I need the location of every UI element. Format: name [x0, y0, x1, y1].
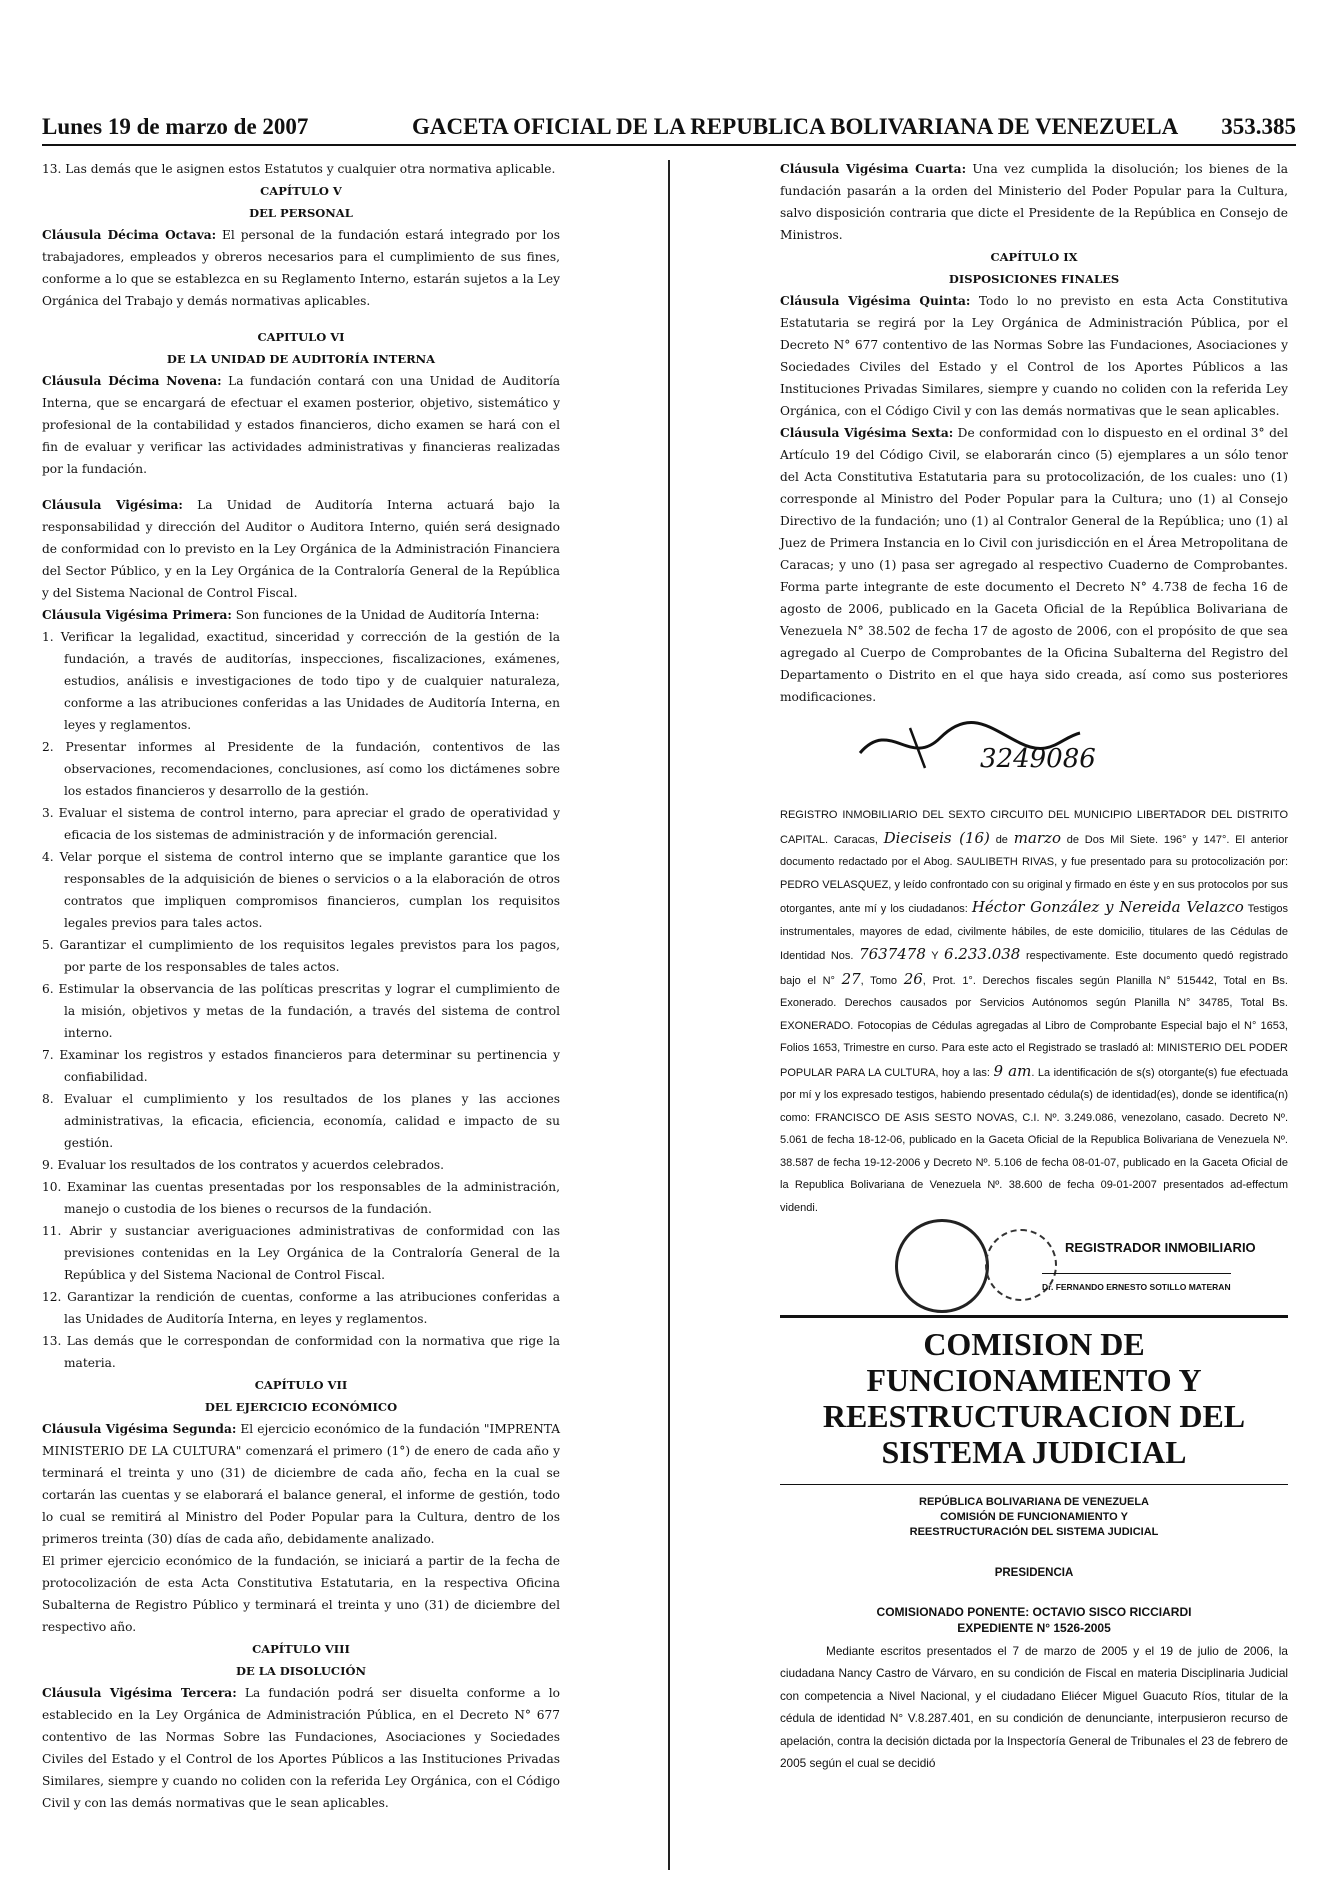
handwritten-ci-2: 6.233.038: [944, 945, 1021, 963]
handwritten-day: Dieciseis (16): [883, 828, 990, 847]
list-item: 6. Estimular la observancia de las políticas prescritas y lograr el cumplimiento de la misión, objetivos y metas de la fundación, a través del sistema de control interno.: [42, 982, 560, 1040]
ponente-heading: COMISIONADO PONENTE: OCTAVIO SISCO RICCIARDI EXPEDIENTE N° 1526-2005: [876, 1605, 1192, 1635]
right-column: [780, 158, 1288, 1878]
list-item: 13. Las demás que le correspondan de conformidad con la normativa que rige la materia.: [42, 1334, 560, 1370]
list-item: 7. Examinar los registros y estados financieros para determinar su pertinencia y confiabilidad.: [42, 1048, 560, 1084]
list-item: 5. Garantizar el cumplimiento de los requisitos legales previstos para los pagos, por parte de los responsables de tales actos.: [42, 938, 560, 974]
list-item: 11. Abrir y sustanciar averiguaciones administrativas de conformidad con las previsiones contenidas en la Ley Orgánica de la Contraloría General de la República y del Sistema Nacional de Control Fiscal.: [42, 1224, 560, 1282]
list-item: 9. Evaluar los resultados de los contratos y acuerdos celebrados.: [42, 1158, 445, 1172]
handwritten-month: marzo: [1013, 828, 1061, 847]
registrar-stamp: [780, 1219, 1288, 1297]
chapter-vi-heading: CAPITULO VI: [257, 330, 345, 344]
chapter-ix-heading: CAPÍTULO IX: [990, 250, 1078, 264]
list-item: 1. Verificar la legalidad, exactitud, sinceridad y corrección de la gestión de la fundación, a través de auditorías, inspecciones, fiscalizaciones, exámenes, estudios, análisis e investigaciones de todo tipo y de cualquier naturaleza, conforme a las atribuciones conferidas a las Unidades de Auditoría Interna, en leyes y reglamentos.: [42, 630, 560, 732]
resolution-paragraph: Mediante escritos presentados el 7 de marzo de 2005 y el 19 de julio de 2006, la ciudadana Nancy Castro de Várvaro, en su condición de Fiscal en materia Disciplinaria Judicial con competencia a Nivel Nacional, y el ciudadano Eliécer Miguel Guacuto Ríos, titular de la cédula de identidad N° V.8.287.401, en su condición de denunciante, interpusieron recurso de apelación, contra la decisión dictada por la Inspectoría General de Tribunales el 23 de febrero de 2005 según el cual se decidió: [780, 1644, 1288, 1771]
clause-24: Cláusula Vigésima Cuarta: Una vez cumplida la disolución; los bienes de la fundación pasarán a la orden del Ministerio del Poder Popular para la Cultura, salvo disposición contraria que dicte el Presidente de la República en Consejo de Ministros.: [780, 162, 1288, 242]
clause-22-paragraph-2: El primer ejercicio económico de la fundación, se iniciará a partir de la fecha de protocolización de esta Acta Constitutiva Estatutaria, en la respectiva Oficina Subalterna de Registro Público y terminará el treinta y uno (31) de diciembre del respectivo año.: [42, 1554, 560, 1634]
header-title: GACETA OFICIAL DE LA REPUBLICA BOLIVARIANA DE VENEZUELA: [412, 114, 1179, 139]
section-subheading: REPÚBLICA BOLIVARIANA DE VENEZUELA COMISIÓN DE FUNCIONAMIENTO Y REESTRUCTURACIÓN DEL SISTEMA JUDICIAL: [780, 1484, 1288, 1540]
handwritten-tomo: 26: [903, 969, 923, 988]
registrar-label: REGISTRADOR INMOBILIARIO: [1065, 1240, 1256, 1255]
list-item: 12. Garantizar la rendición de cuentas, conforme a las atribuciones conferidas a las Unidades de Auditoría Interna, en leyes y reglamentos.: [42, 1290, 560, 1326]
chapter-v-title: DEL PERSONAL: [249, 206, 353, 220]
handwritten-time: 9 am: [993, 1061, 1032, 1080]
list-item: 8. Evaluar el cumplimiento y los resultados de los planes y las acciones administrativas, la eficacia, eficiencia, economía, calidad e impacto de su gestión.: [42, 1092, 560, 1150]
clause-18: Cláusula Décima Octava: El personal de la fundación estará integrado por los trabajadores, empleados y obreros necesarios para el cumplimiento de sus fines, conforme a lo que se establezca en su Reglamento Interno, estarán sujetos a la Ley Orgánica del Trabajo y demás normativas aplicables.: [42, 228, 560, 308]
list-item: 3. Evaluar el sistema de control interno, para apreciar el grado de operatividad y eficacia de los sistemas de administración y de información gerencial.: [42, 806, 560, 842]
clause-20: Cláusula Vigésima: La Unidad de Auditoría Interna actuará bajo la responsabilidad y dirección del Auditor o Auditora Interno, quién será designado de conformidad con lo previsto en la Ley Orgánica de la Administración Financiera del Sector Público, y en la Ley Orgánica de la Contraloría General de la República y del Sistema Nacional de Control Fiscal.: [42, 498, 560, 600]
chapter-viii-heading: CAPÍTULO VIII: [252, 1642, 350, 1656]
column-divider: [668, 160, 670, 1870]
header-page-number: 353.385: [1221, 114, 1296, 139]
clause-25: Cláusula Vigésima Quinta: Todo lo no previsto en esta Acta Constitutiva Estatutaria se regirá por la Ley Orgánica de Administración Pública, por el Decreto N° 677 contentivo de las Normas Sobre las Fundaciones, Asociaciones y Sociedades Civiles del Estado y el Control de los Aportes Públicos a las Instituciones Privadas Similares, siempre y cuando no coliden con la referida Ley Orgánica, con el Código Civil y con las demás normativas que le sean aplicables.: [780, 294, 1288, 418]
list-item: 2. Presentar informes al Presidente de la fundación, contentivos de las observaciones, recomendaciones, conclusiones, así como los dictámenes sobre los estados financieros y desarrollo de la gestión.: [42, 740, 560, 798]
handwritten-signature: [780, 708, 1288, 804]
handwritten-witnesses: Héctor González y Nereida Velazco: [971, 898, 1244, 916]
list-item: 10. Examinar las cuentas presentadas por los responsables de la administración, manejo o custodia de los bienes o recursos de la fundación.: [42, 1180, 560, 1216]
chapter-vi-title: DE LA UNIDAD DE AUDITORÍA INTERNA: [166, 352, 436, 366]
clause-19: Cláusula Décima Novena: La fundación contará con una Unidad de Auditoría Interna, que se encargará de efectuar el examen posterior, objetivo, sistemático y profesional de la contabilidad y estados financieros, dicho examen se hará con el fin de evaluar y verificar las actividades administrativas y financieras realizadas por la fundación.: [42, 374, 561, 476]
clause-23: Cláusula Vigésima Tercera: La fundación podrá ser disuelta conforme a lo establecido en la Ley Orgánica de Administración Pública, en el Decreto N° 677 contentivo de las Normas Sobre las Fundaciones, Asociaciones y Sociedades Civiles del Estado y el Control de los Aportes Públicos a las Instituciones Privadas Similares, siempre y cuando no coliden con la referida Ley Orgánica, con el Código Civil y con las demás normativas que le sean aplicables.: [42, 1686, 561, 1810]
presidencia-heading: PRESIDENCIA: [994, 1567, 1074, 1579]
registry-note: REGISTRO INMOBILIARIO DEL SEXTO CIRCUITO DEL MUNICIPIO LIBERTADOR DEL DISTRITO CAPITAL. Caracas, Dieciseis (16) de marzo de Dos Mil Siete. 196° y 147°. El anterior documento redactado por el Abog. SAULIBETH RIVAS, y fue presentado para su protocolización por: PEDRO VELASQUEZ, y leído confrontado con su original y firmado en éste y en sus protocolos por sus otorgantes, ante mí y los ciudadanos: Héctor González y Nereida Velazco Testigos instrumentales, mayores de edad, civilmente hábiles, de este domicilio, titulares de las Cédulas de Identidad Nos. 7637478 Y 6.233.038 respectivamente. Este documento quedó registrado bajo el N° 27, Tomo 26, Prot. 1°. Derechos fiscales según Planilla N° 515442, Total en Bs. Exonerado. Derechos causados por Servicios Autónomos según Planilla N° 34785, Total Bs. EXONERADO. Fotocopias de Cédulas agregadas al Libro de Comprobante Especial bajo el N° 1653, Folios 1653, Trimestre en curso. Para este acto el Registrado se trasladó al: MINISTERIO DEL PODER POPULAR PARA LA CULTURA, hoy a las: 9 am. La identificación de s(s) otorgante(s) fue efectuada por mí y los expresado testigos, habiendo presentado cédula(s) de identidad(es), donde se identifica(n) como: FRANCISCO DE ASIS SESTO NOVAS, C.I. Nº. 3.249.086, venezolano, casado. Decreto Nº. 5.061 de fecha 18-12-06, publicado en la Gaceta Oficial de la Republica Bolivariana de Venezuela Nº. 38.587 de fecha 19-12-2006 y Decreto Nº. 5.106 de fecha 08-01-07, publicado en la Gaceta Oficial de la Republica Bolivariana de Venezuela Nº. 38.600 de fecha 09-01-2007 presentados ad-effectum videndi.: [780, 809, 1289, 1214]
chapter-vii-title: DEL EJERCICIO ECONÓMICO: [204, 1400, 398, 1414]
handwritten-ci-1: 7637478: [859, 945, 926, 963]
chapter-ix-title: DISPOSICIONES FINALES: [948, 272, 1120, 286]
clause-22: Cláusula Vigésima Segunda: El ejercicio económico de la fundación "IMPRENTA MINISTERIO DE LA CULTURA" comenzará el primero (1°) de enero de cada año y terminará el treinta y uno (31) de diciembre de cada año, fecha en la cual se cortarán las cuentas y se elaborará el balance general, el informe de gestión, todo lo cual se remitirá al Ministro del Poder Popular para la Cultura, dentro de los primeros treinta (30) días de cada año, debidamente analizado.: [42, 1422, 560, 1546]
chapter-viii-title: DE LA DISOLUCIÓN: [236, 1664, 366, 1678]
seal-icon: [895, 1219, 989, 1313]
signature-number: 3249086: [980, 744, 1096, 774]
chapter-v-heading: CAPÍTULO V: [260, 184, 342, 198]
section-title: COMISION DE FUNCIONAMIENTO Y REESTRUCTURACION DEL SISTEMA JUDICIAL: [780, 1315, 1288, 1470]
clause-21: Cláusula Vigésima Primera: Son funciones de la Unidad de Auditoría Interna:: [42, 608, 540, 622]
handwritten-number: 27: [841, 969, 861, 988]
registrar-name: Dr. FERNANDO ERNESTO SOTILLO MATERAN: [1042, 1273, 1231, 1298]
header-date: Lunes 19 de marzo de 2007: [42, 114, 309, 139]
item-13-previous: 13. Las demás que le asignen estos Estatutos y cualquier otra normativa aplicable.: [42, 162, 556, 176]
left-column: [42, 158, 560, 1878]
chapter-vii-heading: CAPÍTULO VII: [254, 1378, 348, 1392]
list-item: 4. Velar porque el sistema de control interno que se implante garantice que los responsables de la adquisición de bienes o servicios o a la elaboración de otros contratos que impliquen compromisos financieros, cumplan los requisitos legales previos para tales actos.: [42, 850, 560, 930]
clause-26: Cláusula Vigésima Sexta: De conformidad con lo dispuesto en el ordinal 3° del Artículo 19 del Código Civil, se elaborarán cinco (5) ejemplares a un sólo tenor del Acta Constitutiva Estatutaria para su protocolización, de los cuales: uno (1) corresponde al Ministro del Poder Popular para la Cultura; uno (1) al Consejo Directivo de la fundación; uno (1) al Contralor General de la República; uno (1) al Juez de Primera Instancia en lo Civil con jurisdicción en el Área Metropolitana de Caracas; y uno (1) pasa ser agregado al respectivo Cuaderno de Comprobantes. Forma parte integrante de este documento el Decreto N° 4.738 de fecha 16 de agosto de 2006, publicado en la Gaceta Oficial de la República Bolivariana de Venezuela N° 38.502 de fecha 17 de agosto de 2006, con el propósito de que sea agregado al Cuerpo de Comprobantes de la Oficina Subalterna del Registro del Departamento o Distrito en el que haya sido creada, así como sus posteriores modificaciones.: [780, 426, 1288, 704]
page-header: [42, 112, 1296, 146]
